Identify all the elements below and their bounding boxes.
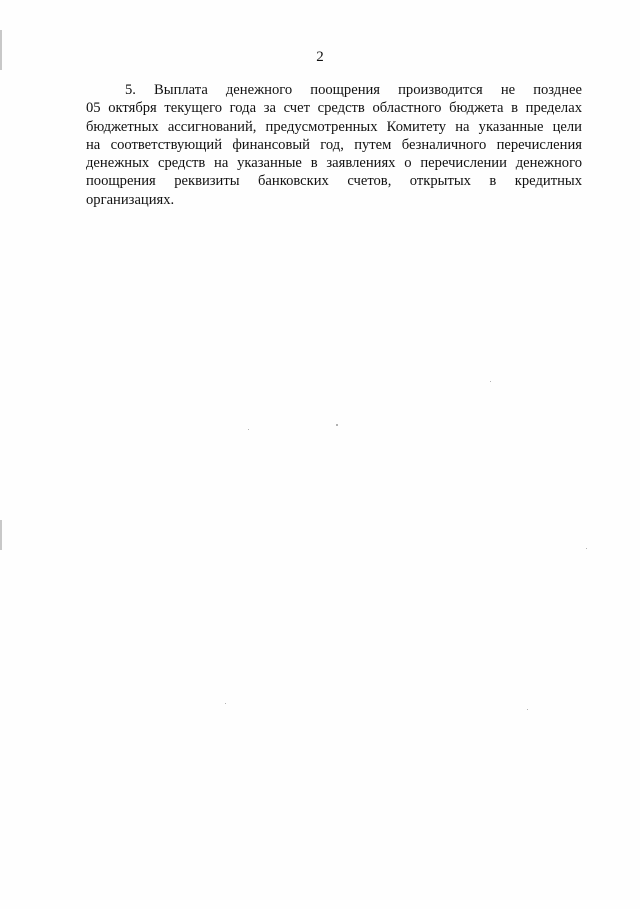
paragraph-item-5 xyxy=(86,81,582,209)
scan-edge-mark xyxy=(0,30,2,70)
paragraph-line: 5. Выплата денежного поощрения производится не позднее xyxy=(125,82,582,98)
paragraph-line: денежных средств на указанные в заявлениях о перечислении денежного xyxy=(86,155,582,172)
paragraph-line: организациях. xyxy=(86,191,175,208)
paragraph-line: поощрения реквизиты банковских счетов, открытых в кредитных xyxy=(86,173,582,190)
page-number: 2 xyxy=(316,49,324,65)
scan-speck xyxy=(336,424,338,426)
paragraph-line: бюджетных ассигнований, предусмотренных Комитету на указанные цели xyxy=(86,118,582,135)
scan-edge-mark xyxy=(0,520,2,550)
paragraph-line: на соответствующий финансовый год, путем безналичного перечисления xyxy=(86,136,582,153)
scan-speck xyxy=(527,709,528,710)
scan-speck xyxy=(586,548,587,549)
scan-speck xyxy=(490,381,491,382)
scan-speck xyxy=(225,703,226,704)
paragraph-line: 05 октября текущего года за счет средств областного бюджета в пределах xyxy=(86,100,582,117)
scan-speck xyxy=(248,429,249,430)
